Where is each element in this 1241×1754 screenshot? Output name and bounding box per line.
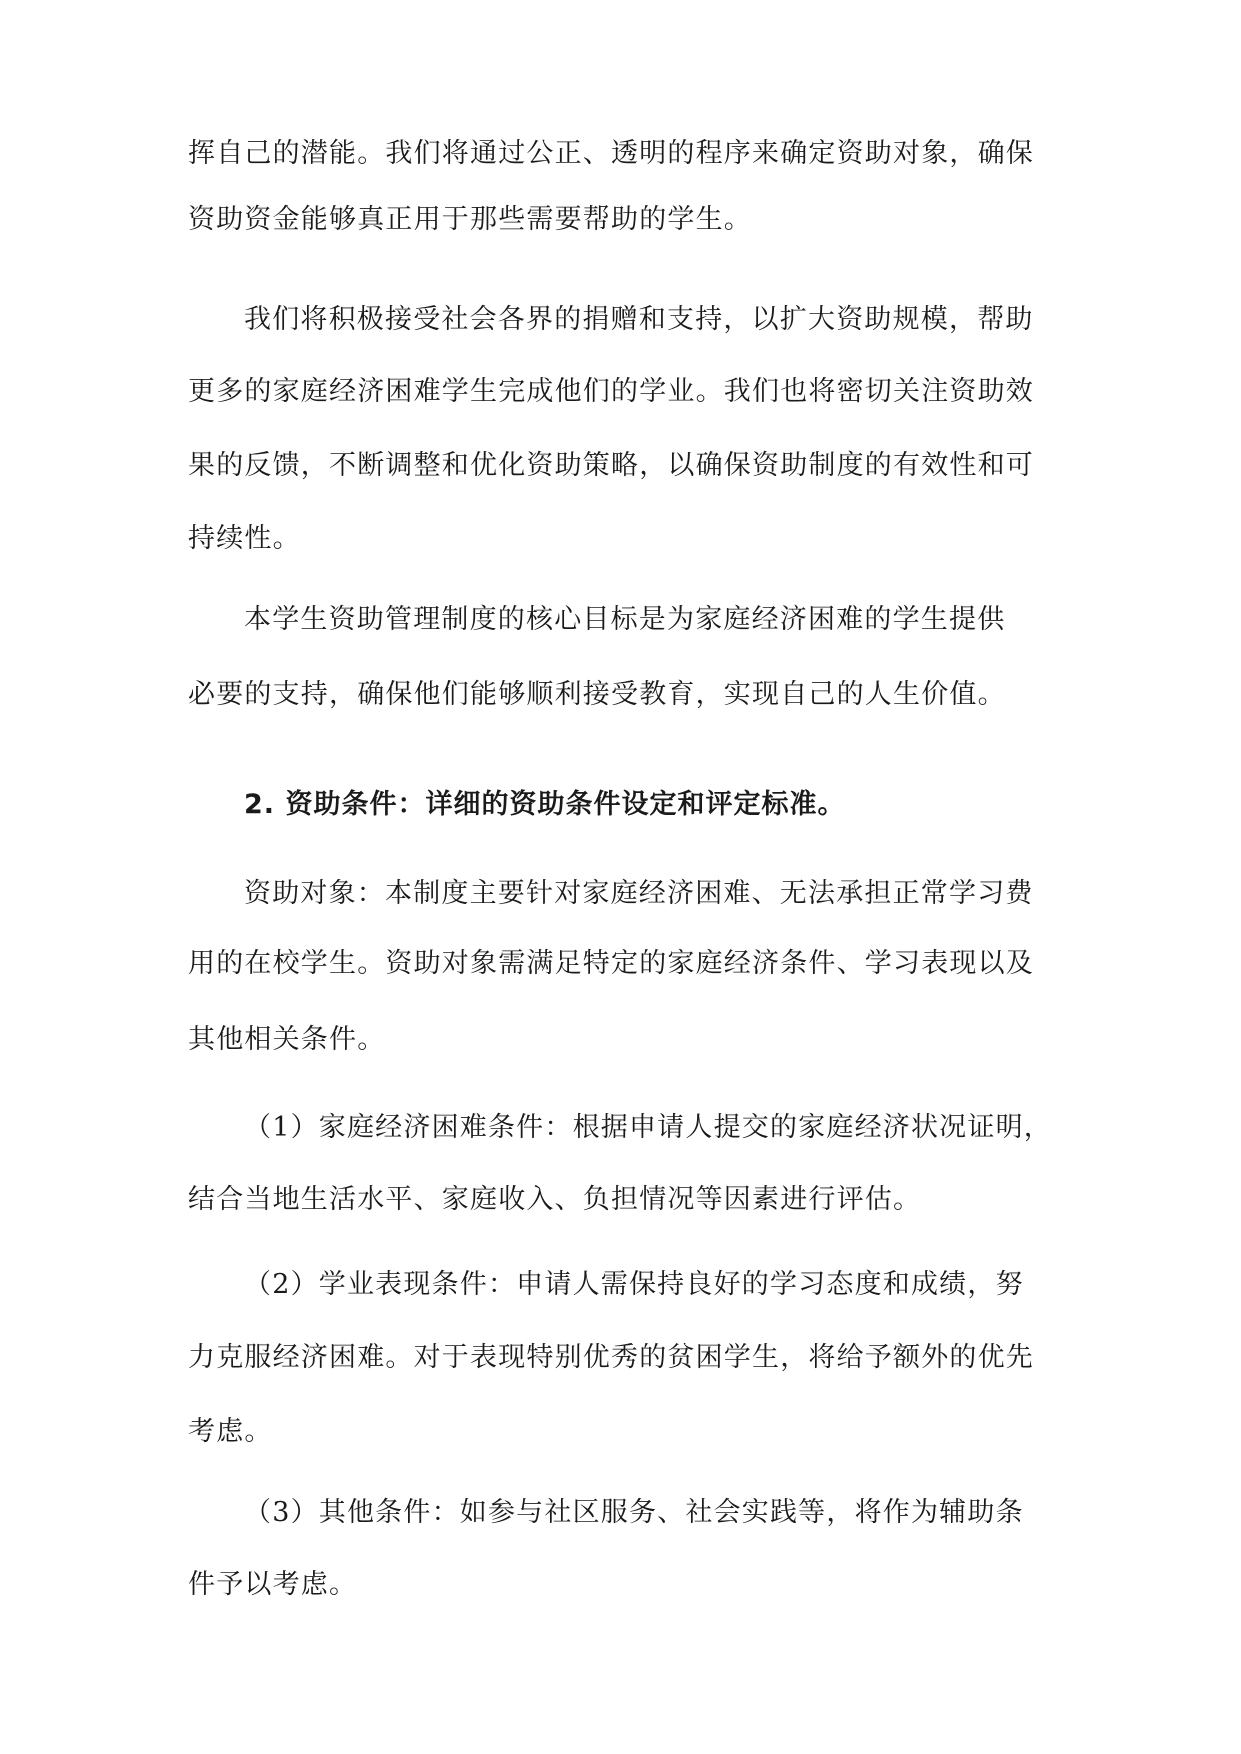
paragraph-line: 资助对象：本制度主要针对家庭经济困难、无法承担正常学习费: [244, 878, 1034, 909]
paragraph-line: 持续性。: [188, 523, 301, 554]
paragraph-line: 其他相关条件。: [188, 1024, 386, 1055]
paragraph-line: 本学生资助管理制度的核心目标是为家庭经济困难的学生提供: [244, 604, 1006, 635]
paragraph-line: 用的在校学生。资助对象需满足特定的家庭经济条件、学习表现以及: [188, 948, 1034, 979]
paragraph-line: 必要的支持，确保他们能够顺利接受教育，实现自己的人生价值。: [188, 679, 1006, 710]
paragraph-line: 我们将积极接受社会各界的捐赠和支持，以扩大资助规模，帮助: [244, 304, 1034, 335]
paragraph-line: 考虑。: [188, 1416, 273, 1447]
section-heading: 2. 资助条件：详细的资助条件设定和评定标准。: [244, 789, 846, 820]
paragraph-line: 结合当地生活水平、家庭收入、负担情况等因素进行评估。: [188, 1184, 922, 1215]
paragraph-line: 资助资金能够真正用于那些需要帮助的学生。: [188, 204, 752, 235]
paragraph-line: 件予以考虑。: [188, 1569, 358, 1600]
paragraph-line: （2）学业表现条件：申请人需保持良好的学习态度和成绩，努: [244, 1269, 1024, 1300]
paragraph-line: （1）家庭经济困难条件：根据申请人提交的家庭经济状况证明，: [244, 1112, 1052, 1143]
paragraph-line: 更多的家庭经济困难学生完成他们的学业。我们也将密切关注资助效: [188, 376, 1034, 407]
paragraph-line: （3）其他条件：如参与社区服务、社会实践等，将作为辅助条: [244, 1497, 1024, 1528]
paragraph-line: 力克服经济困难。对于表现特别优秀的贫困学生，将给予额外的优先: [188, 1342, 1034, 1373]
paragraph-line: 挥自己的潜能。我们将通过公正、透明的程序来确定资助对象，确保: [188, 138, 1034, 169]
paragraph-line: 果的反馈，不断调整和优化资助策略，以确保资助制度的有效性和可: [188, 450, 1034, 481]
